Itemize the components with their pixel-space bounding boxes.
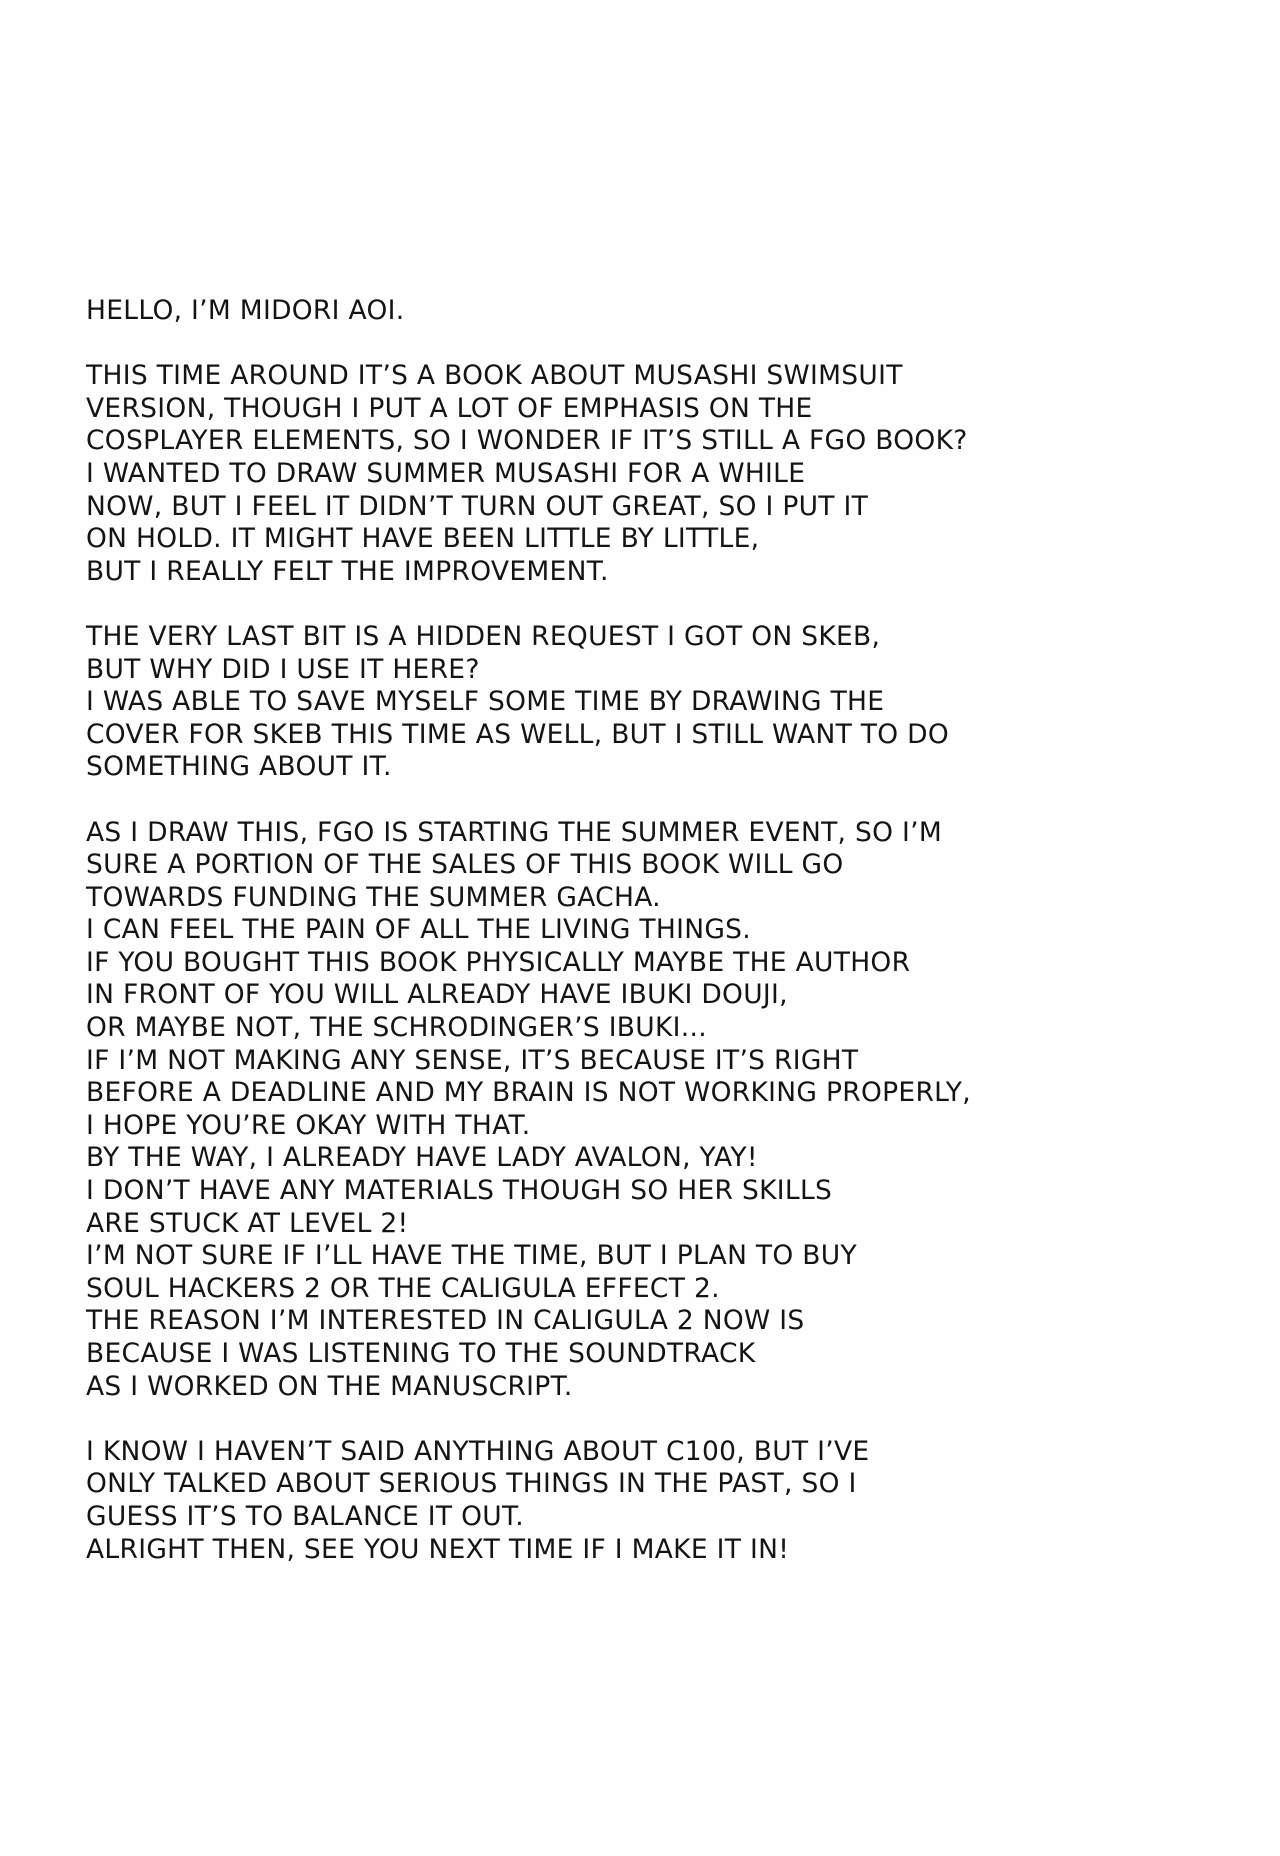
text-line: THE REASON I’M INTERESTED IN CALIGULA 2 NOW IS — [86, 1305, 805, 1337]
text-line: SURE A PORTION OF THE SALES OF THIS BOOK WILL GO — [86, 849, 844, 881]
text-line: I DON’T HAVE ANY MATERIALS THOUGH SO HER SKILLS — [86, 1175, 833, 1207]
text-line: TOWARDS FUNDING THE SUMMER GACHA. — [86, 881, 661, 913]
text-line: IF I’M NOT MAKING ANY SENSE, IT’S BECAUSE IT’S RIGHT — [86, 1044, 859, 1076]
text-line: ONLY TALKED ABOUT SERIOUS THINGS IN THE PAST, SO I — [86, 1468, 857, 1500]
text-line: VERSION, THOUGH I PUT A LOT OF EMPHASIS ON THE — [86, 392, 813, 424]
text-line: BECAUSE I WAS LISTENING TO THE SOUNDTRACK — [86, 1338, 756, 1369]
text-line: BUT I REALLY FELT THE IMPROVEMENT. — [86, 555, 609, 587]
text-line: I HOPE YOU’RE OKAY WITH THAT. — [86, 1109, 531, 1141]
paragraph — [86, 1436, 1226, 1566]
paragraph — [86, 817, 1226, 1404]
text-line: GUESS IT’S TO BALANCE IT OUT. — [86, 1500, 525, 1532]
text-line: IF YOU BOUGHT THIS BOOK PHYSICALLY MAYBE THE AUTHOR — [86, 946, 911, 978]
text-line: BUT WHY DID I USE IT HERE? — [86, 653, 480, 685]
text-line: I KNOW I HAVEN’T SAID ANYTHING ABOUT C100, BUT I’VE — [86, 1435, 870, 1467]
paragraph — [86, 360, 1226, 588]
text-line: OR MAYBE NOT, THE SCHRODINGER’S IBUKI... — [86, 1012, 707, 1044]
text-line: SOMETHING ABOUT IT. — [86, 751, 392, 783]
text-line: SOUL HACKERS 2 OR THE CALIGULA EFFECT 2. — [86, 1272, 720, 1304]
text-line: ON HOLD. IT MIGHT HAVE BEEN LITTLE BY LITTLE, — [86, 523, 760, 555]
text-line: THIS TIME AROUND IT’S A BOOK ABOUT MUSASHI SWIMSUIT — [86, 360, 903, 392]
afterword-text — [86, 295, 1226, 1599]
text-line: COSPLAYER ELEMENTS, SO I WONDER IF IT’S STILL A FGO BOOK? — [86, 425, 968, 457]
text-line: I WAS ABLE TO SAVE MYSELF SOME TIME BY DRAWING THE — [86, 686, 885, 718]
text-line: COVER FOR SKEB THIS TIME AS WELL, BUT I STILL WANT TO DO — [86, 718, 950, 750]
text-line: I CAN FEEL THE PAIN OF ALL THE LIVING THINGS. — [86, 914, 752, 946]
text-line: THE VERY LAST BIT IS A HIDDEN REQUEST I GOT ON SKEB, — [86, 620, 881, 652]
text-line: HELLO, I’M MIDORI AOI. — [86, 295, 405, 326]
text-line: ARE STUCK AT LEVEL 2! — [86, 1207, 409, 1239]
text-line: I’M NOT SURE IF I’LL HAVE THE TIME, BUT I PLAN TO BUY — [86, 1240, 857, 1272]
text-line: BY THE WAY, I ALREADY HAVE LADY AVALON, YAY! — [86, 1142, 758, 1174]
text-line: AS I WORKED ON THE MANUSCRIPT. — [86, 1370, 573, 1402]
paragraph — [86, 295, 1226, 328]
paragraph — [86, 621, 1226, 784]
text-line: I WANTED TO DRAW SUMMER MUSASHI FOR A WHILE — [86, 457, 806, 489]
text-line: BEFORE A DEADLINE AND MY BRAIN IS NOT WORKING PROPERLY, — [86, 1077, 971, 1109]
text-line: NOW, BUT I FEEL IT DIDN’T TURN OUT GREAT, SO I PUT IT — [86, 490, 869, 522]
text-line: IN FRONT OF YOU WILL ALREADY HAVE IBUKI DOUJI, — [86, 979, 788, 1011]
text-line: AS I DRAW THIS, FGO IS STARTING THE SUMMER EVENT, SO I’M — [86, 816, 943, 848]
text-line: ALRIGHT THEN, SEE YOU NEXT TIME IF I MAKE IT IN! — [86, 1533, 790, 1565]
